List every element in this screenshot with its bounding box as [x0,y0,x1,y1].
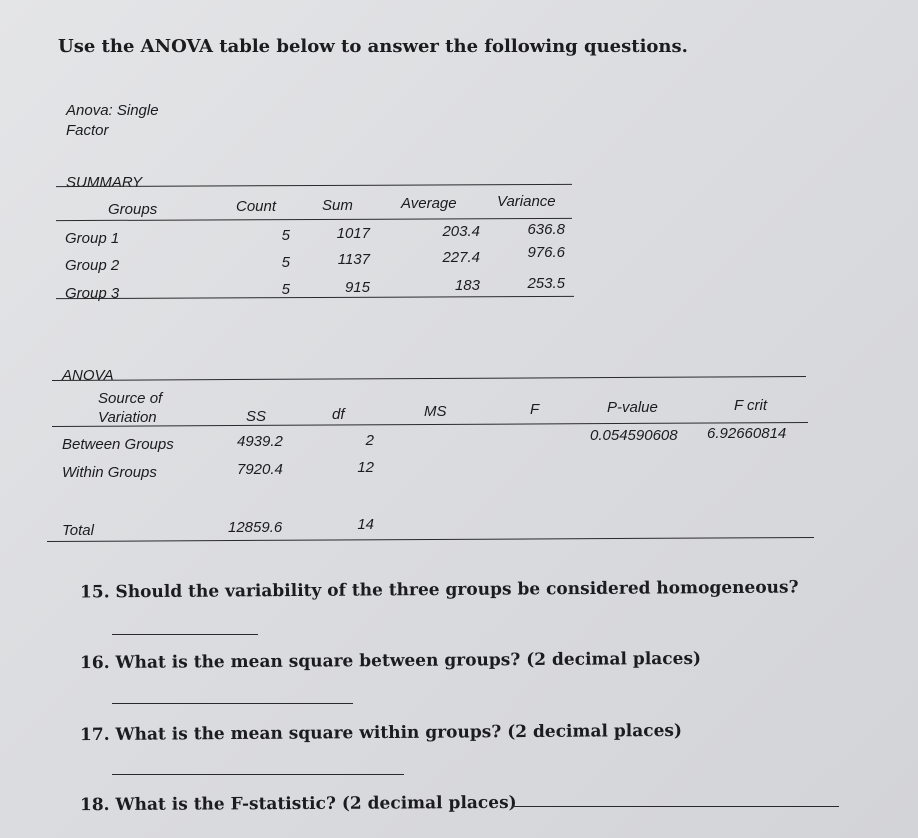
summary-row-2-average: 227.4 [442,249,480,266]
summary-header-rule [56,218,572,221]
summary-title: SUMMARY [66,174,143,191]
answer-blank-18[interactable] [512,806,839,807]
answer-blank-15[interactable] [112,634,258,635]
anova-header-f: F [530,401,540,418]
summary-row-3-count: 5 [281,281,290,298]
question-18: 18. What is the F-statistic? (2 decimal places) [79,792,517,816]
summary-bottom-rule [56,296,574,299]
summary-row-2-group: Group 2 [65,257,120,274]
answer-blank-17[interactable] [112,774,404,775]
question-17: 17. What is the mean square within groups? (2 decimal places) [79,720,683,746]
anova-header-ms: MS [424,403,447,420]
summary-row-1-group: Group 1 [65,230,120,247]
answer-blank-16[interactable] [112,703,353,704]
anova-header-pvalue: P-value [607,399,658,416]
anova-row-within-source: Within Groups [62,464,157,481]
anova-row-between-ss: 4939.2 [237,433,283,450]
summary-header-average: Average [401,195,457,212]
anova-subtitle-line2: Factor [66,122,109,139]
anova-row-between-pvalue: 0.054590608 [590,427,678,444]
anova-row-between-df: 2 [365,432,374,449]
anova-top-rule [52,376,806,381]
anova-bottom-rule [47,537,814,542]
summary-header-sum: Sum [322,197,353,214]
anova-header-df: df [332,406,345,423]
summary-row-3-sum: 915 [344,279,370,296]
summary-row-2-count: 5 [281,254,290,271]
anova-row-between-source: Between Groups [62,436,174,453]
anova-header-source [98,389,162,427]
question-15: 15. Should the variability of the three groups be considered homogeneous? [79,577,799,603]
summary-header-groups: Groups [108,201,158,218]
anova-header-source-line2: Variation [98,409,157,426]
summary-row-2-sum: 1137 [337,251,370,268]
question-16: 16. What is the mean square between groups? (2 decimal places) [79,648,702,674]
summary-header-count: Count [236,198,277,215]
summary-row-1-sum: 1017 [336,225,370,242]
summary-header-variance: Variance [497,193,556,210]
instruction-text: Use the ANOVA table below to answer the following questions. [58,36,688,57]
anova-header-ss: SS [246,408,267,425]
summary-row-3-group: Group 3 [65,285,120,302]
anova-row-total-df: 14 [357,516,374,533]
anova-row-between-fcrit: 6.92660814 [707,425,787,442]
summary-row-1-average: 203.4 [442,223,480,240]
anova-header-fcrit: F crit [734,397,768,414]
anova-row-total-source: Total [62,522,94,539]
anova-subtitle [66,101,186,141]
summary-row-1-variance: 636.8 [527,221,565,238]
anova-row-within-ss: 7920.4 [237,461,283,478]
anova-row-within-df: 12 [357,459,374,476]
anova-title: ANOVA [62,367,114,384]
summary-row-3-variance: 253.5 [527,275,565,292]
anova-header-rule [52,422,808,427]
anova-header-source-line1: Source of [98,390,163,407]
summary-row-2-variance: 976.6 [527,244,565,261]
anova-row-total-ss: 12859.6 [228,519,283,536]
summary-row-1-count: 5 [281,227,290,244]
summary-row-3-average: 183 [454,277,480,294]
anova-subtitle-line1: Anova: Single [66,102,159,119]
